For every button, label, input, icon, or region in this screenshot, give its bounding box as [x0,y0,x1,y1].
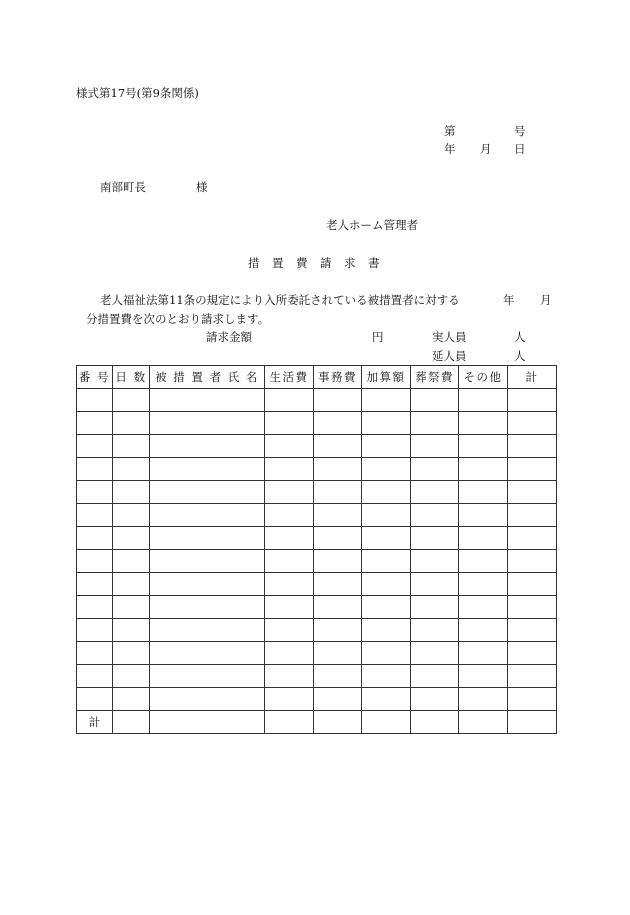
form-number: 様式第17号(第9条関係) [76,86,199,100]
col-header-funeral: 葬祭費 [411,366,459,389]
table-row [77,550,557,573]
cell-other[interactable] [459,527,508,550]
cell-other[interactable] [459,619,508,642]
cell-days[interactable] [113,527,150,550]
cell-total[interactable] [508,412,557,435]
cell-living[interactable] [265,573,314,596]
total-persons-unit: 人 [514,349,526,363]
cell-total[interactable] [508,435,557,458]
cell-funeral[interactable] [411,481,459,504]
cell-living[interactable] [265,619,314,642]
cell-addition[interactable] [362,481,411,504]
cell-days[interactable] [113,550,150,573]
cell-living[interactable] [265,550,314,573]
total-cell-total[interactable] [508,711,557,734]
col-header-office: 事務費 [314,366,362,389]
cell-name[interactable] [150,435,265,458]
total-cell-days[interactable] [113,711,150,734]
cell-days[interactable] [113,665,150,688]
cell-other[interactable] [459,596,508,619]
cell-total[interactable] [508,527,557,550]
cell-living[interactable] [265,527,314,550]
cell-addition[interactable] [362,688,411,711]
number-suffix: 号 [514,124,526,138]
cell-other[interactable] [459,504,508,527]
cell-days[interactable] [113,435,150,458]
cell-days[interactable] [113,596,150,619]
cell-name[interactable] [150,550,265,573]
cell-living[interactable] [265,389,314,412]
cell-office[interactable] [314,435,362,458]
col-header-total: 計 [508,366,557,389]
document-title: 措 置 費 請 求 書 [248,256,380,270]
col-header-name: 被 措 置 者 氏 名 [150,366,265,389]
cell-number[interactable] [77,389,113,412]
cell-funeral[interactable] [411,688,459,711]
cell-other[interactable] [459,458,508,481]
cell-funeral[interactable] [411,573,459,596]
total-row-label: 計 [77,711,113,734]
addressee-name: 南部町長 [100,180,146,194]
cell-number[interactable] [77,619,113,642]
total-cell-other[interactable] [459,711,508,734]
body-line-1: 老人福祉法第11条の規定により入所委託されている被措置者に対する [100,293,460,307]
table-row [77,665,557,688]
cell-living[interactable] [265,481,314,504]
table-row [77,412,557,435]
date-year-label: 年 [444,142,456,156]
cell-addition[interactable] [362,596,411,619]
cell-office[interactable] [314,642,362,665]
cell-name[interactable] [150,688,265,711]
cell-office[interactable] [314,412,362,435]
table-header-row [77,366,557,389]
cell-days[interactable] [113,573,150,596]
cell-other[interactable] [459,642,508,665]
cell-funeral[interactable] [411,458,459,481]
total-cell-living[interactable] [265,711,314,734]
col-header-other: その他 [459,366,508,389]
cell-funeral[interactable] [411,619,459,642]
cell-total[interactable] [508,504,557,527]
cell-total[interactable] [508,458,557,481]
body-year-label: 年 [503,293,515,307]
actual-persons-label: 実人員 [432,330,467,344]
cell-living[interactable] [265,642,314,665]
cell-addition[interactable] [362,504,411,527]
cell-name[interactable] [150,665,265,688]
cell-addition[interactable] [362,458,411,481]
total-cell-addition[interactable] [362,711,411,734]
table-row [77,435,557,458]
cell-name[interactable] [150,412,265,435]
col-header-living: 生活費 [265,366,314,389]
table-row [77,527,557,550]
cell-days[interactable] [113,642,150,665]
cell-office[interactable] [314,688,362,711]
cell-number[interactable] [77,573,113,596]
cell-other[interactable] [459,550,508,573]
body-line-2: 分措置費を次のとおり請求します。 [86,312,270,326]
cell-addition[interactable] [362,389,411,412]
cell-number[interactable] [77,527,113,550]
cell-name[interactable] [150,458,265,481]
cell-days[interactable] [113,458,150,481]
cell-name[interactable] [150,504,265,527]
cell-number[interactable] [77,642,113,665]
cell-number[interactable] [77,412,113,435]
cell-funeral[interactable] [411,527,459,550]
col-header-number: 番 号 [77,366,113,389]
table-row [77,596,557,619]
cell-name[interactable] [150,389,265,412]
cell-addition[interactable] [362,412,411,435]
cell-name[interactable] [150,481,265,504]
cell-addition[interactable] [362,619,411,642]
cell-number[interactable] [77,481,113,504]
cell-total[interactable] [508,573,557,596]
cell-days[interactable] [113,504,150,527]
cell-living[interactable] [265,688,314,711]
cell-office[interactable] [314,573,362,596]
cell-living[interactable] [265,504,314,527]
cell-office[interactable] [314,550,362,573]
amount-label: 請求金額 [206,330,252,344]
cell-other[interactable] [459,665,508,688]
cell-total[interactable] [508,550,557,573]
total-cell-name[interactable] [150,711,265,734]
cell-addition[interactable] [362,642,411,665]
table-row [77,481,557,504]
date-day-label: 日 [514,142,526,156]
cell-total[interactable] [508,688,557,711]
cell-number[interactable] [77,688,113,711]
cell-name[interactable] [150,642,265,665]
cell-other[interactable] [459,688,508,711]
table-row [77,619,557,642]
cell-total[interactable] [508,619,557,642]
cell-addition[interactable] [362,550,411,573]
cell-total[interactable] [508,596,557,619]
cell-days[interactable] [113,481,150,504]
cell-office[interactable] [314,389,362,412]
cell-total[interactable] [508,481,557,504]
cell-other[interactable] [459,412,508,435]
cell-days[interactable] [113,619,150,642]
cell-total[interactable] [508,389,557,412]
cell-office[interactable] [314,481,362,504]
table-total-row [77,711,557,734]
cell-addition[interactable] [362,665,411,688]
cell-living[interactable] [265,458,314,481]
cell-office[interactable] [314,596,362,619]
cell-other[interactable] [459,389,508,412]
cell-living[interactable] [265,412,314,435]
cell-other[interactable] [459,435,508,458]
cell-funeral[interactable] [411,642,459,665]
cell-days[interactable] [113,389,150,412]
cell-funeral[interactable] [411,412,459,435]
cell-office[interactable] [314,458,362,481]
cell-funeral[interactable] [411,596,459,619]
table-row [77,688,557,711]
cell-addition[interactable] [362,435,411,458]
amount-unit: 円 [372,330,384,344]
cell-days[interactable] [113,412,150,435]
cell-living[interactable] [265,665,314,688]
cell-office[interactable] [314,619,362,642]
col-header-addition: 加算額 [362,366,411,389]
cell-other[interactable] [459,573,508,596]
total-persons-label: 延人員 [432,349,467,363]
cell-number[interactable] [77,435,113,458]
cell-number[interactable] [77,596,113,619]
cell-number[interactable] [77,504,113,527]
cell-name[interactable] [150,619,265,642]
cell-name[interactable] [150,573,265,596]
cell-funeral[interactable] [411,665,459,688]
cell-office[interactable] [314,504,362,527]
cell-funeral[interactable] [411,504,459,527]
cell-living[interactable] [265,596,314,619]
cell-addition[interactable] [362,527,411,550]
cell-total[interactable] [508,642,557,665]
body-month-label: 月 [540,293,552,307]
table-row [77,389,557,412]
cell-addition[interactable] [362,573,411,596]
cell-name[interactable] [150,596,265,619]
cell-number[interactable] [77,458,113,481]
cell-office[interactable] [314,665,362,688]
cell-living[interactable] [265,435,314,458]
total-cell-funeral[interactable] [411,711,459,734]
addressee-honorific: 様 [196,180,208,194]
total-cell-office[interactable] [314,711,362,734]
cell-days[interactable] [113,688,150,711]
cell-funeral[interactable] [411,389,459,412]
table-row [77,573,557,596]
cell-number[interactable] [77,665,113,688]
cell-office[interactable] [314,527,362,550]
date-month-label: 月 [480,142,492,156]
cell-name[interactable] [150,527,265,550]
expense-table [76,365,557,734]
cell-total[interactable] [508,665,557,688]
table-row [77,642,557,665]
table-row [77,458,557,481]
cell-other[interactable] [459,481,508,504]
cell-funeral[interactable] [411,550,459,573]
cell-number[interactable] [77,550,113,573]
number-prefix: 第 [444,124,456,138]
table-row [77,504,557,527]
col-header-days: 日 数 [113,366,150,389]
sender: 老人ホーム管理者 [326,218,418,232]
actual-persons-unit: 人 [514,330,526,344]
cell-funeral[interactable] [411,435,459,458]
